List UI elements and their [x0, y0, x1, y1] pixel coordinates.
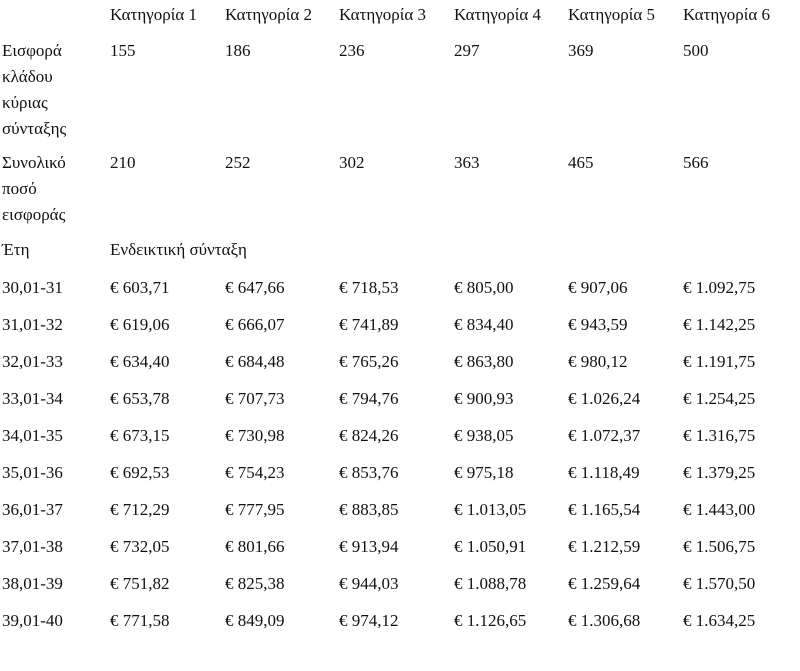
- total-contribution-label: [2, 150, 102, 228]
- years-range: 32,01-33: [2, 352, 63, 371]
- pension-value: € 732,05: [110, 537, 170, 556]
- total-value: 465: [568, 153, 594, 172]
- pension-value: € 692,53: [110, 463, 170, 482]
- pension-value: € 730,98: [225, 426, 285, 445]
- contribution-label: [2, 38, 102, 142]
- pension-value: € 1.506,75: [683, 537, 756, 556]
- total-label-line: Συνολικό: [2, 153, 66, 172]
- pension-value: € 938,05: [454, 426, 514, 445]
- pension-value: € 1.254,25: [683, 389, 756, 408]
- pension-value: € 883,85: [339, 500, 399, 519]
- pension-value: € 1.142,25: [683, 315, 756, 334]
- years-range: 39,01-40: [2, 611, 63, 630]
- pension-value: € 1.570,50: [683, 574, 756, 593]
- header-category-1: Κατηγορία 1: [110, 5, 198, 24]
- indicative-pension-label: Ενδεικτική σύνταξη: [110, 240, 247, 259]
- years-range: 36,01-37: [2, 500, 63, 519]
- header-category-2: Κατηγορία 2: [225, 5, 313, 24]
- pension-value: € 900,93: [454, 389, 514, 408]
- pension-value: € 824,26: [339, 426, 399, 445]
- total-value: 566: [683, 153, 709, 172]
- contribution-value: 369: [568, 41, 594, 60]
- pension-value: € 712,29: [110, 500, 170, 519]
- pension-value: € 794,76: [339, 389, 399, 408]
- pension-value: € 1.072,37: [568, 426, 641, 445]
- pension-value: € 801,66: [225, 537, 285, 556]
- total-label-line: ποσό: [2, 179, 37, 198]
- total-value: 363: [454, 153, 480, 172]
- pension-value: € 1.092,75: [683, 278, 756, 297]
- header-category-3: Κατηγορία 3: [339, 5, 427, 24]
- contribution-label-line: σύνταξης: [2, 119, 67, 138]
- pension-value: € 1.118,49: [568, 463, 640, 482]
- years-range: 34,01-35: [2, 426, 63, 445]
- pension-value: € 834,40: [454, 315, 514, 334]
- pension-value: € 805,00: [454, 278, 514, 297]
- pension-value: € 754,23: [225, 463, 285, 482]
- pension-value: € 974,12: [339, 611, 399, 630]
- pension-value: € 1.126,65: [454, 611, 527, 630]
- contribution-label-line: κλάδου: [2, 67, 53, 86]
- pension-value: € 1.306,68: [568, 611, 641, 630]
- contribution-value: 236: [339, 41, 365, 60]
- years-label: Έτη: [2, 240, 30, 259]
- pension-value: € 907,06: [568, 278, 628, 297]
- pension-value: € 619,06: [110, 315, 170, 334]
- total-value: 302: [339, 153, 365, 172]
- contribution-label-line: κύριας: [2, 93, 48, 112]
- pension-value: € 1.191,75: [683, 352, 756, 371]
- contribution-value: 500: [683, 41, 709, 60]
- pension-value: € 863,80: [454, 352, 514, 371]
- pension-value: € 777,95: [225, 500, 285, 519]
- pension-value: € 653,78: [110, 389, 170, 408]
- contribution-label-line: Εισφορά: [2, 41, 62, 60]
- pension-value: € 980,12: [568, 352, 628, 371]
- pension-value: € 741,89: [339, 315, 399, 334]
- pension-value: € 647,66: [225, 278, 285, 297]
- header-category-6: Κατηγορία 6: [683, 5, 771, 24]
- pension-value: € 825,38: [225, 574, 285, 593]
- pension-value: € 1.259,64: [568, 574, 641, 593]
- contribution-value: 155: [110, 41, 136, 60]
- years-range: 35,01-36: [2, 463, 63, 482]
- pension-value: € 684,48: [225, 352, 285, 371]
- pension-value: € 1.165,54: [568, 500, 641, 519]
- pension-value: € 1.026,24: [568, 389, 641, 408]
- pension-value: € 666,07: [225, 315, 285, 334]
- header-category-5: Κατηγορία 5: [568, 5, 656, 24]
- pension-value: € 944,03: [339, 574, 399, 593]
- total-label-line: εισφοράς: [2, 205, 66, 224]
- pension-value: € 943,59: [568, 315, 628, 334]
- pension-value: € 853,76: [339, 463, 399, 482]
- pension-value: € 1.634,25: [683, 611, 756, 630]
- contribution-value: 297: [454, 41, 480, 60]
- pension-value: € 673,15: [110, 426, 170, 445]
- years-range: 31,01-32: [2, 315, 63, 334]
- total-value: 210: [110, 153, 136, 172]
- pension-value: € 1.443,00: [683, 500, 756, 519]
- years-range: 33,01-34: [2, 389, 63, 408]
- pension-value: € 1.050,91: [454, 537, 527, 556]
- pension-value: € 765,26: [339, 352, 399, 371]
- pension-value: € 634,40: [110, 352, 170, 371]
- years-range: 37,01-38: [2, 537, 63, 556]
- pension-value: € 603,71: [110, 278, 170, 297]
- years-range: 30,01-31: [2, 278, 63, 297]
- pension-value: € 751,82: [110, 574, 170, 593]
- header-category-4: Κατηγορία 4: [454, 5, 542, 24]
- pension-value: € 1.013,05: [454, 500, 527, 519]
- years-range: 38,01-39: [2, 574, 63, 593]
- contribution-value: 186: [225, 41, 251, 60]
- pension-value: € 913,94: [339, 537, 399, 556]
- pension-value: € 707,73: [225, 389, 285, 408]
- pension-value: € 849,09: [225, 611, 285, 630]
- total-value: 252: [225, 153, 251, 172]
- pension-value: € 771,58: [110, 611, 170, 630]
- pension-value: € 1.088,78: [454, 574, 527, 593]
- pension-value: € 718,53: [339, 278, 399, 297]
- pension-value: € 1.379,25: [683, 463, 756, 482]
- pension-value: € 1.212,59: [568, 537, 641, 556]
- pension-value: € 975,18: [454, 463, 514, 482]
- pension-value: € 1.316,75: [683, 426, 756, 445]
